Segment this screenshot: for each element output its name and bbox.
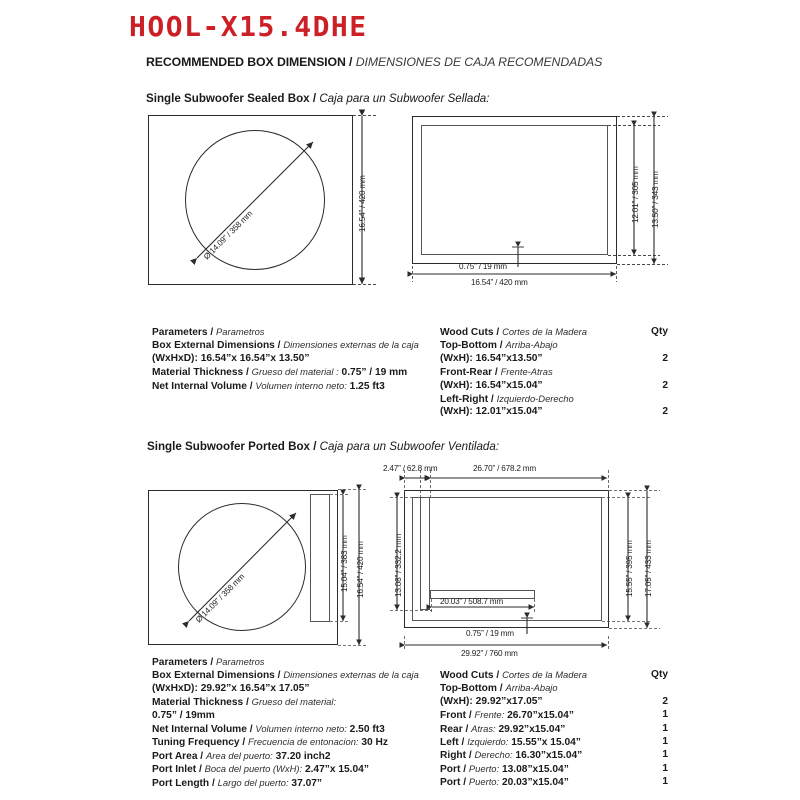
page-subtitle-en: RECOMMENDED BOX DIMENSION /	[146, 55, 353, 69]
sealed-qty-col-header: Qty	[651, 326, 668, 337]
table-row: Top-Bottom / Arriba-Abajo	[440, 339, 558, 352]
table-row: Front / Frente: 26.70”x15.04” 1	[440, 709, 668, 722]
table-row: Net Internal Volume / Volumen interno neto: 2.50 ft3	[152, 722, 385, 735]
table-row: (WxHxD): 16.54”x 16.54”x 13.50”	[152, 352, 310, 364]
ported-parameters-heading-es: Parametros	[216, 656, 265, 667]
table-row: Top-Bottom / Arriba-Abajo	[440, 682, 558, 695]
table-row: Material Thickness / Grueso del material : 0.75” / 19 mm	[152, 366, 408, 379]
table-row: Port Inlet / Boca del puerto (WxH): 2.47”x 15.04”	[152, 763, 369, 776]
table-row: (WxH): 16.54”x15.04” 2	[440, 379, 668, 391]
model-title: HOOL-X15.4DHE	[129, 10, 368, 43]
sealed-parameters-heading-es: Parametros	[216, 326, 265, 337]
table-row: Left-Right / Izquierdo-Derecho	[440, 392, 574, 405]
sealed-parameters-heading-en: Parameters /	[152, 327, 214, 338]
table-row: Front-Rear / Frente-Atras	[440, 366, 553, 379]
ported-wood-cuts-heading-es: Cortes de la Madera	[502, 669, 588, 680]
table-row: Tuning Frequency / Frecuencia de entonacion: 30 Hz	[152, 736, 389, 749]
ported-parameters-heading-en: Parameters /	[152, 657, 214, 668]
ported-parameters-heading	[152, 655, 437, 668]
ported-title-en: Single Subwoofer Ported Box /	[147, 440, 317, 453]
sealed-wood-cuts-heading-es: Cortes de la Madera	[502, 326, 588, 337]
ported-port-inlet-width-label: 2.47” / 62.8 mm	[383, 464, 438, 473]
table-row: Left / Izquierdo: 15.55”x 15.04” 1	[440, 735, 668, 748]
table-row: (WxHxD): 29.92”x 16.54”x 17.05”	[152, 682, 310, 694]
ported-parameters-table	[152, 655, 437, 789]
ported-front-height-label: 16.54” / 420 mm	[356, 541, 365, 598]
page-subtitle-es: DIMENSIONES DE CAJA RECOMENDADAS	[355, 55, 603, 69]
table-row: Port Area / Area del puerto: 37.20 inch2	[152, 749, 331, 762]
table-row: Right / Derecho: 16.30”x15.04” 1	[440, 749, 668, 762]
table-row: Net Internal Volume / Volumen interno neto: 1.25 ft3	[152, 379, 385, 392]
sealed-cutout-diameter-label: Ø 14.09” / 358 mm	[202, 209, 255, 262]
table-row: Port / Puerto: 20.03”x15.04” 1	[440, 776, 668, 789]
sealed-material-thickness-label: 0.75” / 19 mm	[459, 262, 507, 271]
sealed-width-label: 16.54” / 420 mm	[471, 278, 528, 287]
sealed-title-es: Caja para un Subwoofer Sellada:	[319, 92, 490, 105]
ported-outer-depth-label: 17.05” / 433 mm	[644, 540, 653, 597]
ported-material-thickness-label: 0.75” / 19 mm	[466, 629, 514, 638]
sealed-inner-height-label: 12.01” / 305 mm	[631, 166, 640, 223]
table-row: Port / Puerto: 13.08”x15.04” 1	[440, 762, 668, 775]
table-row: Rear / Atras: 29.92”x15.04” 1	[440, 722, 668, 735]
ported-port-left-depth-label: 13.08” / 332.2 mm	[394, 533, 403, 597]
sealed-front-height-label: 16.54” / 420 mm	[358, 175, 367, 232]
table-row: (WxH): 29.92”x17.05” 2	[440, 695, 668, 707]
sealed-title-en: Single Subwoofer Sealed Box /	[146, 92, 317, 105]
table-row: Box External Dimensions / Dimensiones externas de la caja	[152, 669, 419, 682]
sealed-wood-cuts-heading-en: Wood Cuts /	[440, 327, 500, 338]
ported-wood-cuts-table	[440, 668, 668, 789]
table-row: Material Thickness / Grueso del material:	[152, 696, 337, 709]
ported-width-label: 29.92” / 760 mm	[461, 649, 518, 658]
table-row: 0.75” / 19mm	[152, 709, 215, 721]
sealed-outer-height-label: 13.50” / 343 mm	[651, 171, 660, 228]
ported-wood-cuts-heading	[440, 668, 668, 681]
ported-port-length-run-label: 20.03” / 508.7 mm	[440, 597, 504, 606]
table-row: (WxH): 12.01”x15.04” 2	[440, 406, 668, 418]
ported-qty-col-header: Qty	[651, 669, 668, 680]
ported-inner-depth-label: 15.55” / 395 mm	[625, 540, 634, 597]
table-row: Box External Dimensions / Dimensiones externas de la caja	[152, 339, 419, 352]
ported-cutout-diameter-label: Ø 14.09” / 358 mm	[194, 572, 247, 625]
table-row: (WxH): 16.54”x13.50” 2	[440, 352, 668, 364]
ported-title-es: Caja para un Subwoofer Ventilada:	[319, 440, 500, 453]
ported-inner-width-label: 26.70” / 678.2 mm	[473, 464, 537, 473]
ported-port-height-label: 15.04” / 383 mm	[340, 535, 349, 592]
table-row: Port Length / Largo del puerto: 37.07”	[152, 776, 322, 789]
ported-wood-cuts-heading-en: Wood Cuts /	[440, 670, 500, 681]
